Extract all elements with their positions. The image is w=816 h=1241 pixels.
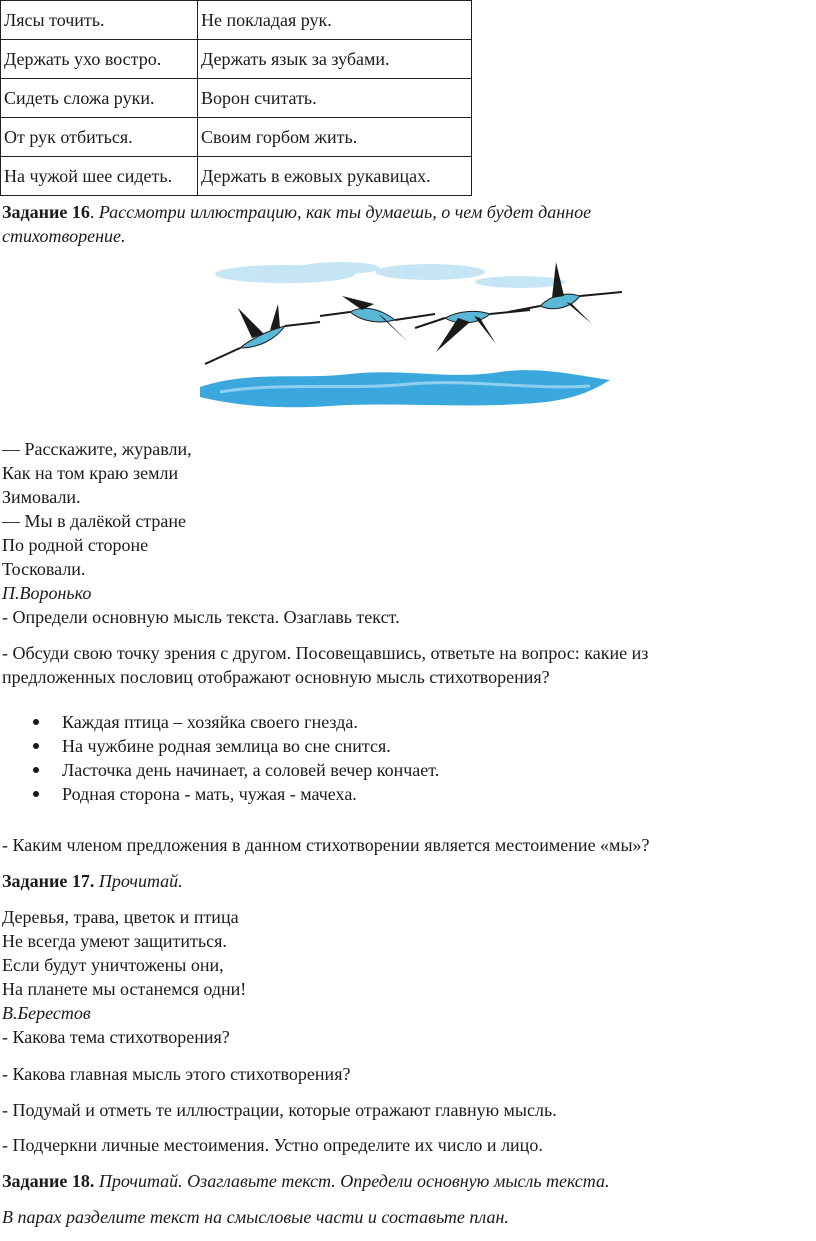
proverb-text: Родная сторона - мать, чужая - мачеха. — [62, 784, 357, 804]
table-row — [1, 157, 472, 196]
list-item — [0, 734, 439, 758]
list-item — [0, 758, 439, 782]
poem-line: На планете мы останемся одни! — [2, 979, 247, 999]
task-instruction: Прочитай. — [98, 871, 183, 891]
table-row — [1, 118, 472, 157]
proverb-text: Ласточка день начинает, а соловей вечер кончает. — [62, 760, 440, 780]
question-line: предложенных пословиц отображают основную мысль стихотворения? — [2, 667, 550, 687]
flying-cranes-illustration-icon — [190, 252, 630, 422]
poem-line: Зимовали. — [2, 487, 81, 507]
bullet-icon — [33, 791, 39, 797]
poem-line: Деревья, трава, цветок и птица — [2, 907, 239, 927]
poem-berestov — [2, 905, 246, 1049]
table-cell: Держать язык за зубами. — [198, 40, 472, 79]
task-instruction: Рассмотри иллюстрацию, как ты думаешь, о чем будет данное — [98, 202, 592, 222]
table-cell: От рук отбиться. — [1, 118, 198, 157]
poem-line: Тосковали. — [2, 559, 86, 579]
task-label: Задание 18. — [2, 1171, 95, 1191]
task-18-heading — [2, 1169, 609, 1193]
question: - Какова тема стихотворения? — [2, 1027, 230, 1047]
poem-cranes — [2, 437, 400, 629]
task-18-instruction-2: В парах разделите текст на смысловые части и составьте план. — [2, 1207, 509, 1227]
task-label: Задание 17. — [2, 871, 95, 891]
task-separator: . — [89, 202, 99, 222]
proverb-text: Каждая птица – хозяйка своего гнезда. — [62, 712, 358, 732]
list-item — [0, 710, 439, 734]
poem-line: Как на том краю земли — [2, 463, 179, 483]
table-cell: Ворон считать. — [198, 79, 472, 118]
poem-author: П.Воронько — [2, 583, 92, 603]
task-label: Задание 16 — [2, 202, 90, 222]
table-row — [1, 40, 472, 79]
question: - Подумай и отметь те иллюстрации, которые отражают главную мысль. — [2, 1100, 557, 1120]
table-cell: Держать в ежовых рукавицах. — [198, 157, 472, 196]
task-instruction: Прочитай. Озаглавьте текст. Определи основную мысль текста. — [98, 1171, 610, 1191]
bullet-icon — [33, 719, 39, 725]
table-row — [1, 79, 472, 118]
poem-author: В.Берестов — [2, 1003, 91, 1023]
poem-line: По родной стороне — [2, 535, 149, 555]
idioms-table — [0, 0, 472, 196]
poem-line: Если будут уничтожены они, — [2, 955, 224, 975]
question-line: - Обсуди свою точку зрения с другом. Посовещавшись, ответьте на вопрос: какие из — [2, 643, 649, 663]
poem-line: — Расскажите, журавли, — [2, 439, 192, 459]
question: - Какова главная мысль этого стихотворения? — [2, 1064, 351, 1084]
table-cell: На чужой шее сидеть. — [1, 157, 198, 196]
list-item — [0, 782, 439, 806]
bullet-icon — [33, 767, 39, 773]
table-row — [1, 1, 472, 40]
question-pronoun: - Каким членом предложения в данном стихотворении является местоимение «мы»? — [2, 835, 650, 855]
table-cell: Лясы точить. — [1, 1, 198, 40]
table-cell: Не покладая рук. — [198, 1, 472, 40]
task-16-heading — [2, 200, 762, 248]
question: - Определи основную мысль текста. Озаглавь текст. — [2, 607, 400, 627]
question-discuss — [2, 641, 648, 689]
table-cell: Держать ухо востро. — [1, 40, 198, 79]
proverb-text: На чужбине родная землица во сне снится. — [62, 736, 391, 756]
poem-line: Не всегда умеют защититься. — [2, 931, 227, 951]
table-cell: Своим горбом жить. — [198, 118, 472, 157]
table-cell: Сидеть сложа руки. — [1, 79, 198, 118]
poem-line: — Мы в далёкой стране — [2, 511, 187, 531]
bullet-icon — [33, 743, 39, 749]
task-17-heading — [2, 869, 183, 893]
proverbs-list — [0, 710, 439, 806]
task-instruction-cont: стихотворение. — [2, 226, 126, 246]
question: - Подчеркни личные местоимения. Устно определите их число и лицо. — [2, 1135, 543, 1155]
